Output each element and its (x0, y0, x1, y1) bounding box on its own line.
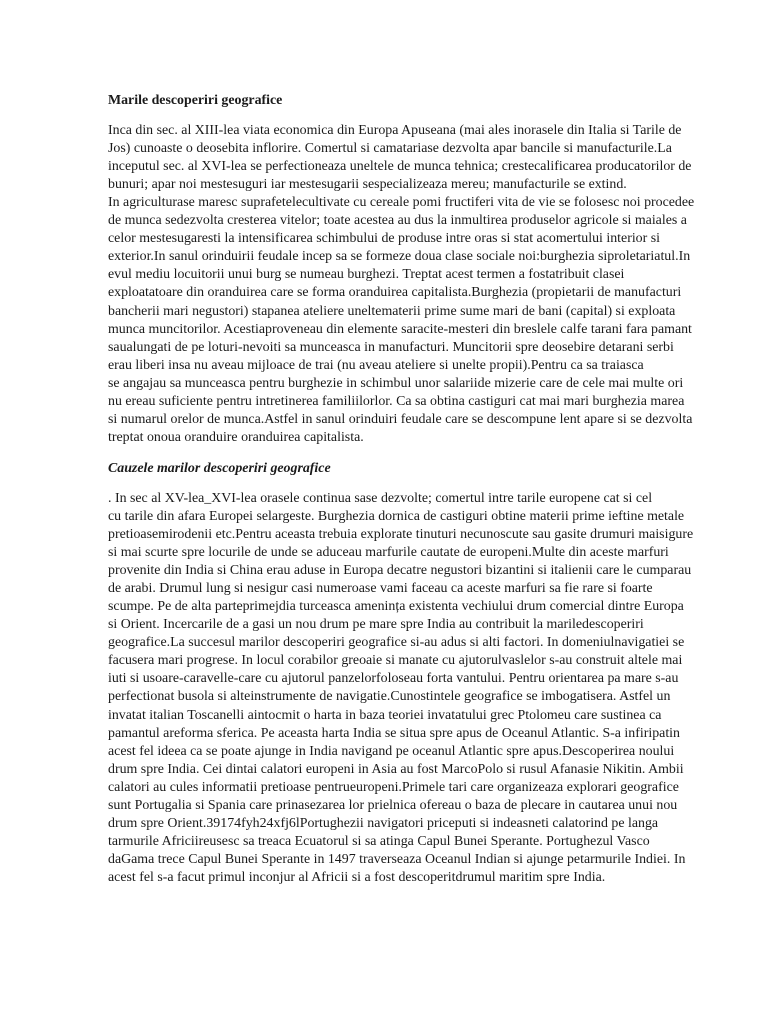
causes-paragraph (108, 490, 708, 887)
text-line: exterior.In sanul orinduirii feudale incep sa se formeze doua clase sociale noi:burghezia siproletariatul.In (108, 249, 691, 265)
text-line: si numarul orelor de munca.Astfel in sanul orinduiri feudale care se descompune lent apare si se dezvolta (108, 411, 693, 427)
text-line: invatat italian Toscanelli aintocmit o harta in baza teoriei invatatului grec Ptolomeu care sustinea ca (108, 707, 662, 723)
text-line: . In sec al XV-lea_XVI-lea orasele continua sase dezvolte; comertul intre tarile europene cat si cel (108, 490, 653, 506)
text-line: sunt Portugalia si Spania care prinasezarea lor prielnica ofereau o baza de plecare in cautarea unui nou (108, 797, 678, 813)
text-line: saualungati de pe loturi-nevoiti sa munceasca in manufacturi. Muncitorii spre deosebire detarani serbi (108, 339, 674, 355)
text-line: In agriculturase maresc suprafetelecultivate cu cereale pomi fructiferi vita de vie se folosesc noi procedee (108, 195, 695, 211)
text-line: munca muncitorilor. Acestiaproveneau din elemente saracite-mesteri din breslele calfe tarani fara pamant (108, 321, 692, 337)
text-line: se angajau sa munceasca pentru burghezie in schimbul unor salariide mizerie care de cele mai multe ori (108, 375, 684, 391)
text-line: de munca sedezvolta cresterea vitelor; toate acestea au dus la inmultirea produselor agricole si maiales a (108, 213, 687, 229)
text-line: iuti si usoare-caravelle-care cu ajutorul panzelorfoloseau forta vantului. Pentru orientarea pa mare s-au (108, 671, 679, 687)
text-line: si mai scurte spre locurile de unde se aduceau marfurile cautate de europeni.Multe din aceste marfuri (108, 545, 669, 561)
text-line: perfectionat busola si alteinstrumente de navigatie.Cunostintele geografice se imbogatisera. Astfel un (108, 689, 671, 705)
text-line: de arabi. Drumul lung si nesigur casi numeroase vami faceau ca aceste marfuri sa fie rare si foarte (108, 581, 653, 597)
text-line: drum spre India. Cei dintai calatori europeni in Asia au fost MarcoPolo si rusul Afanasie Nikitin. Ambii (108, 761, 684, 777)
document-title: Marile descoperiri geografice (108, 93, 283, 108)
text-line: geografice.La succesul marilor descoperiri geografice si-au adus si alti factori. In domeniulnavigatiei se (108, 635, 685, 651)
text-line: calatori au cules informatii pretioase pentrueuropeni.Primele tari care organizeaza explorari geografice (108, 779, 679, 795)
text-line: inceputul sec. al XVI-lea se perfectioneaza uneltele de munca tehnica; crestecalificarea producatorilor de (108, 159, 692, 175)
text-line: drum spre Orient.39174fyh24xfj6lPortughezii navigatori priceputi si indeasneti calatorind pe langa (108, 815, 659, 831)
text-line: Inca din sec. al XIII-lea viata economica din Europa Apuseana (mai ales inorasele din Italia si Tarile de (108, 123, 682, 139)
text-line: scumpe. Pe de alta parteprimejdia turceasca amenința existenta vechiului drum comercial dintre Europa (108, 599, 684, 615)
text-line: acest fel ideea ca se poate ajunge in India navigand pe oceanul Atlantic spre apus.Descoperirea noului (108, 743, 675, 759)
text-line: bunuri; apar noi mestesuguri iar mestesugarii sespecializeaza mereu; manufacturile se extind. (108, 177, 627, 193)
text-line: celor mestesugaresti la intensificarea schimbului de produse intre oras si stat acomertului interior si (108, 231, 660, 247)
text-line: acest fel s-a facut primul inconjur al Africii si a fost descoperitdrumul maritim spre India. (108, 869, 606, 885)
text-line: provenite din India si China erau aduse in Europa decatre negustori bizantini si italienii care le cumparau (108, 563, 692, 579)
text-line: bancherii mari negustori) stapanea ateliere uneltematerii prime sume mari de bani (capital) si exploata (108, 303, 676, 319)
text-line: exploatatoare din oranduirea care se forma oranduirea capitalista.Burghezia (propietarii de manufacturi (108, 285, 682, 301)
text-line: tarmurile Africiireusesc sa treaca Ecuatorul si sa atinga Capul Bunei Sperante. Portughezul Vasco (108, 833, 650, 849)
text-line: erau liberi insa nu aveau mijloace de trai (nu aveau ateliere si unelte propii).Pentru ca sa traiasca (108, 357, 644, 373)
text-line: treptat onoua oranduire oranduirea capitalista. (108, 429, 364, 445)
text-line: pamantul areforma sferica. Pe aceasta harta India se situa spre apus de Oceanul Atlantic. S-a infiripatin (108, 725, 680, 741)
text-line: si Orient. Incercarile de a gasi un nou drum pe mare spre India au contribuit la mariledescoperiri (108, 617, 644, 633)
document-page (108, 92, 708, 887)
text-line: daGama trece Capul Bunei Sperante in 1497 traverseaza Oceanul Indian si ajunge petarmurile Indiei. In (108, 851, 686, 867)
text-line: Jos) cunoaste o deosebita inflorire. Comertul si camatariase dezvolta apar bancile si manufacturile.La (108, 141, 672, 157)
text-line: pretioasemirodenii etc.Pentru aceasta trebuia explorate tinuturi necunoscute sau gasite drumuri maisigure (108, 527, 694, 543)
text-line: nu ereau suficiente pentru intretinerea familiilorlor. Ca sa obtina castiguri cat mai mari burghezia marea (108, 393, 685, 409)
text-line: cu tarile din afara Europei selargeste. Burghezia dornica de castiguri obtine materii prime ieftine metale (108, 508, 685, 524)
text-line: evul mediu locuitorii unui burg se numeau burghezi. Treptat acest termen a fostatribuit clasei (108, 267, 625, 283)
section-title: Cauzele marilor descoperiri geografice (108, 460, 331, 476)
intro-paragraph (108, 122, 708, 447)
text-line: facusera mari progrese. In locul corabilor greoaie si manate cu ajutorulvaslelor s-au construit altele mai (108, 653, 683, 669)
